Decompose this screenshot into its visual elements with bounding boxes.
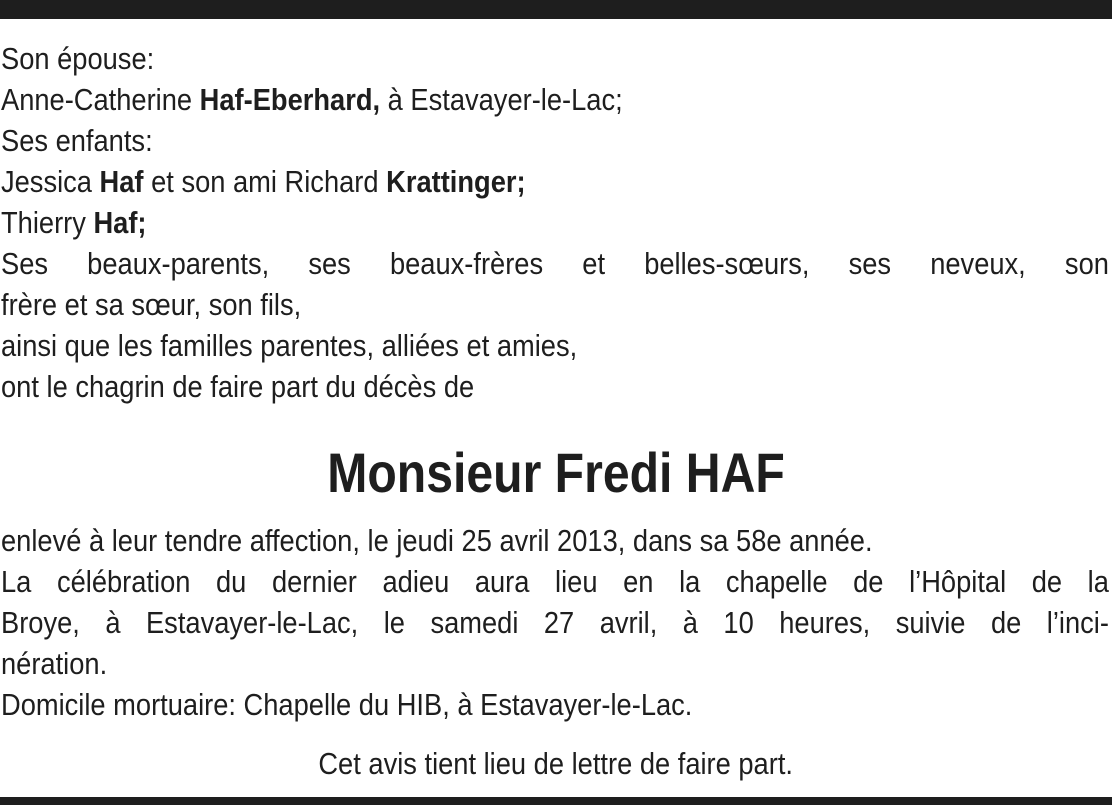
children-heading: Ses enfants: xyxy=(1,123,153,158)
relatives-line-1: Ses beaux-parents, ses beaux-frères et belles-sœurs, ses neveux, son xyxy=(1,246,1109,281)
spouse-last-name: Haf-Eberhard, xyxy=(199,82,381,117)
closing-block xyxy=(0,743,1112,784)
top-rule xyxy=(0,0,1112,19)
child2-first-name: Thierry xyxy=(1,205,86,240)
spouse-first-name: Anne-Catherine xyxy=(1,82,193,117)
spouse-line xyxy=(1,79,1109,120)
child1-partner-last-name: Krattinger; xyxy=(386,164,526,199)
notice-details-block xyxy=(1,520,1109,725)
details-line-4: nération. xyxy=(1,646,108,681)
relatives-line-2: frère et sa sœur, son fils, xyxy=(1,287,302,322)
notice-family-block xyxy=(1,38,1109,407)
child1-last-name: Haf xyxy=(99,164,144,199)
details-line-5: Domicile mortuaire: Chapelle du HIB, à Estavayer-le-Lac. xyxy=(1,687,693,722)
spouse-place: à Estavayer-le-Lac; xyxy=(387,82,623,117)
spouse-heading: Son épouse: xyxy=(1,41,155,76)
details-line-1: enlevé à leur tendre affection, le jeudi 25 avril 2013, dans sa 58e année. xyxy=(1,523,873,558)
child1-line xyxy=(1,161,1109,202)
child2-last-name: Haf; xyxy=(93,205,147,240)
details-line-2: La célébration du dernier adieu aura lieu en la chapelle de l’Hôpital de la xyxy=(1,564,1109,599)
deceased-name: Monsieur Fredi HAF xyxy=(327,441,785,504)
child2-line xyxy=(1,202,1109,243)
child1-partner-text: et son ami Richard xyxy=(151,164,379,199)
child1-first-name: Jessica xyxy=(1,164,92,199)
announce-line: ont le chagrin de faire part du décès de xyxy=(1,369,475,404)
details-line-3: Broye, à Estavayer-le-Lac, le samedi 27 avril, à 10 heures, suivie de l’inci- xyxy=(1,605,1109,640)
closing-text: Cet avis tient lieu de lettre de faire part. xyxy=(318,746,794,781)
bottom-rule xyxy=(0,797,1112,805)
families-line: ainsi que les familles parentes, alliées et amies, xyxy=(1,328,578,363)
deceased-name-block xyxy=(0,437,1112,509)
